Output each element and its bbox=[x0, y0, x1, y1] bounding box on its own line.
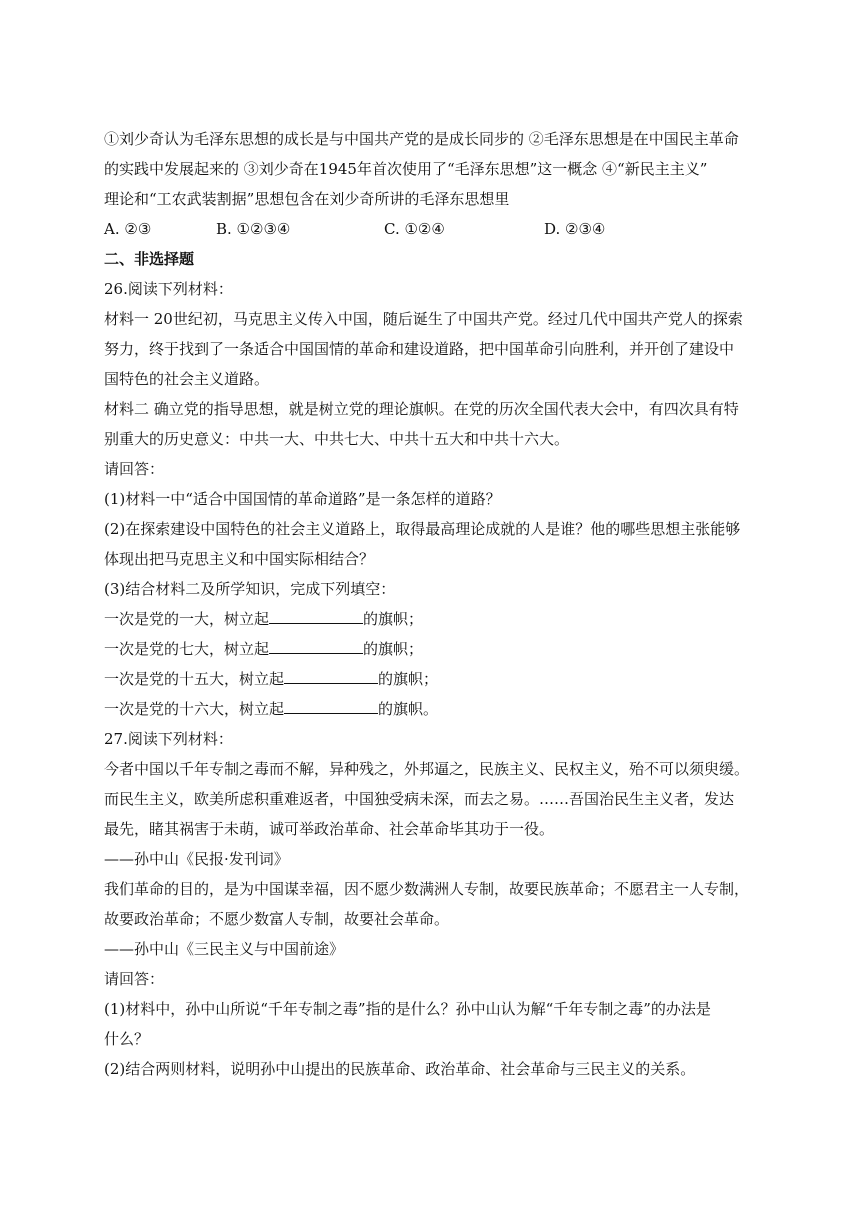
q25-options bbox=[104, 214, 764, 244]
answer-blank[interactable] bbox=[284, 667, 378, 684]
q26-material1-line: 材料一 20世纪初，马克思主义传入中国，随后诞生了中国共产党。经过几代中国共产党人的探索 bbox=[104, 310, 743, 328]
fill-blank-prefix: 一次是党的七大，树立起 bbox=[104, 640, 270, 658]
q27-title: 27.阅读下列材料： bbox=[104, 730, 233, 748]
q26-material2-line: 别重大的历史意义：中共一大、中共七大、中共十五大和中共十六大。 bbox=[104, 430, 570, 448]
fill-blank-suffix: 的旗帜； bbox=[378, 670, 439, 688]
q26-sub-question-2: (2)在探索建设中国特色的社会主义道路上，取得最高理论成就的人是谁？他的哪些思想主张能够 bbox=[104, 520, 741, 538]
q27-sub-question-1: 什么？ bbox=[104, 1030, 150, 1048]
q25-stem bbox=[104, 124, 764, 214]
q26-material1-line: 国特色的社会主义道路。 bbox=[104, 370, 270, 388]
fill-blank-row bbox=[104, 694, 764, 724]
fill-blank-prefix: 一次是党的十六大，树立起 bbox=[104, 700, 285, 718]
q27-material1-line: 而民生主义，欧美所虑积重难返者，中国独受病未深，而去之易。……吾国治民生主义者，发达 bbox=[104, 790, 735, 808]
q27-sub-question-1: (1)材料中，孙中山所说“千年专制之毒”指的是什么？孙中山认为解“千年专制之毒”的办法是 bbox=[104, 1000, 711, 1018]
q25-stem-line: 理论和“工农武装割据”思想包含在刘少奇所讲的毛泽东思想里 bbox=[104, 190, 510, 208]
q27-source2: ——孙中山《三民主义与中国前途》 bbox=[104, 940, 345, 958]
q26-title: 26.阅读下列材料： bbox=[104, 280, 233, 298]
q26-material2-line: 材料二 确立党的指导思想，就是树立党的理论旗帜。在党的历次全国代表大会中，有四次具有特 bbox=[104, 400, 739, 418]
q26-prompt: 请回答： bbox=[104, 460, 165, 478]
fill-blank-row bbox=[104, 664, 764, 694]
fill-blank-suffix: 的旗帜； bbox=[363, 610, 424, 628]
question-27 bbox=[104, 724, 764, 1084]
q26-sub-question-1: (1)材料一中“适合中国国情的革命道路”是一条怎样的道路？ bbox=[104, 490, 501, 508]
fill-blank-suffix: 的旗帜； bbox=[363, 640, 424, 658]
q27-sub-question-2: (2)结合两则材料，说明孙中山提出的民族革命、政治革命、社会革命与三民主义的关系。 bbox=[104, 1060, 696, 1078]
fill-blank-prefix: 一次是党的一大，树立起 bbox=[104, 610, 270, 628]
fill-blank-prefix: 一次是党的十五大，树立起 bbox=[104, 670, 285, 688]
q27-material1-line: 最先，睹其祸害于未萌，诚可举政治革命、社会革命毕其功于一役。 bbox=[104, 820, 555, 838]
option-d: D. ②③④ bbox=[544, 220, 606, 238]
q27-material2-line: 故要政治革命；不愿少数富人专制，故要社会革命。 bbox=[104, 910, 450, 928]
answer-blank[interactable] bbox=[269, 607, 363, 624]
q25-stem-line: ①刘少奇认为毛泽东思想的成长是与中国共产党的是成长同步的 ②毛泽东思想是在中国民主革命 bbox=[104, 130, 739, 148]
q27-source1: ——孙中山《民报·发刊词》 bbox=[104, 850, 289, 868]
option-b: B. ①②③④ bbox=[216, 220, 291, 238]
option-a: A. ②③ bbox=[104, 220, 152, 238]
q26-material1-line: 努力，终于找到了一条适合中国国情的革命和建设道路，把中国革命引向胜利，并开创了建设中 bbox=[104, 340, 735, 358]
q25-stem-line: 的实践中发展起来的 ③刘少奇在1945年首次使用了“毛泽东思想”这一概念 ④“新民主主义” bbox=[104, 160, 708, 178]
fill-blank-row bbox=[104, 634, 764, 664]
answer-blank[interactable] bbox=[269, 637, 363, 654]
section-title: 二、非选择题 bbox=[104, 250, 195, 268]
option-c: C. ①②④ bbox=[384, 220, 445, 238]
q26-sub-question-2: 体现出把马克思主义和中国实际相结合？ bbox=[104, 550, 375, 568]
fill-blank-row bbox=[104, 604, 764, 634]
question-26 bbox=[104, 274, 764, 724]
q27-prompt: 请回答： bbox=[104, 970, 165, 988]
q26-sub-question-3: (3)结合材料二及所学知识，完成下列填空： bbox=[104, 580, 396, 598]
q27-material2-line: 我们革命的目的，是为中国谋幸福，因不愿少数满洲人专制，故要民族革命；不愿君主一人专制， bbox=[104, 880, 750, 898]
answer-blank[interactable] bbox=[284, 697, 378, 714]
q27-material1-line: 今者中国以千年专制之毒而不解，异种残之，外邦逼之，民族主义、民权主义，殆不可以须臾缓。 bbox=[104, 760, 750, 778]
document-page bbox=[104, 124, 764, 1084]
fill-blank-suffix: 的旗帜。 bbox=[378, 700, 439, 718]
